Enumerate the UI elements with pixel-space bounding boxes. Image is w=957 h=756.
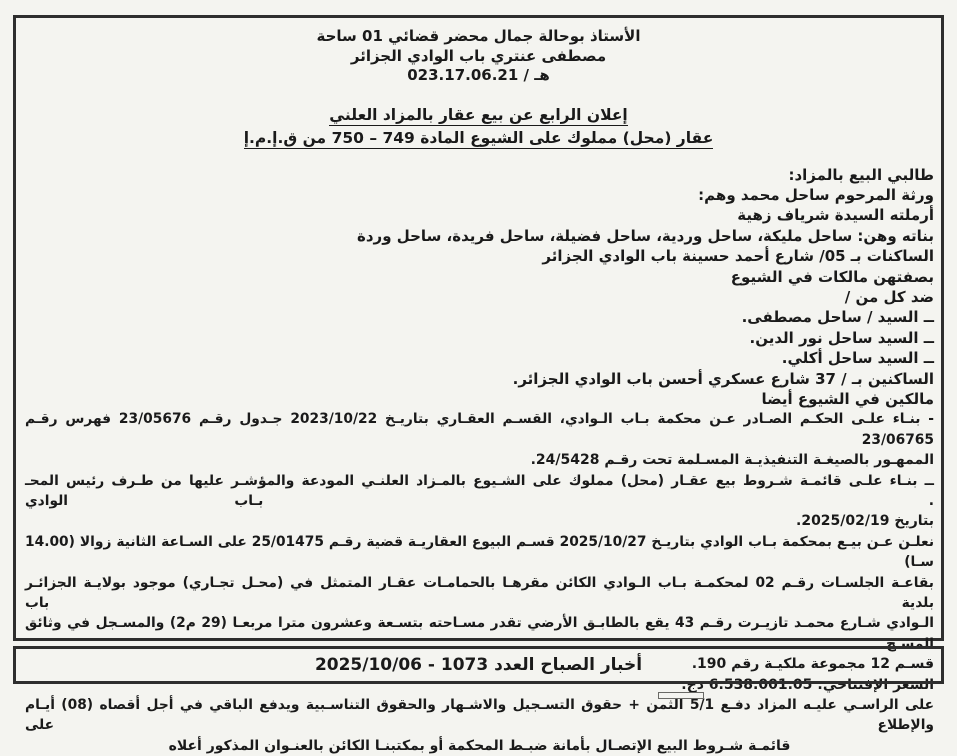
body-line: مالكين في الشيوع أيضا xyxy=(25,389,934,409)
newspaper-name-issue-date: أخبار الصباح العدد 1073 - 2025/10/06 xyxy=(315,655,642,675)
body-line: الساكنين بـ / 37 شارع عسكري أحسن باب الوادي الجزائر. xyxy=(25,369,934,389)
body-line: ــ بنـاء علـى قائمـة شـروط بيع عقـار (محل) مملوك على الشـيوع بالمـزاد العلنـي المودعة والمؤشـر عليها من طـرف رئيس المحـ . بـاب الوادي xyxy=(25,471,934,512)
body-line: بصفتهن مالكات في الشيوع xyxy=(25,267,934,287)
next-article-edge xyxy=(658,692,704,699)
body-line: - بنـاء علـى الحكـم الصـادر عـن محكمة بـاب الـوادي، القسـم العقـاري بتاريـخ 2023/10/22 جـدول رقـم 23/05676 فهرس رقـم 23/06765 xyxy=(25,409,934,450)
newspaper-footer xyxy=(13,646,944,684)
announcement-title xyxy=(16,104,941,151)
body-line: طالبي البيع بالمزاد: xyxy=(25,165,934,185)
announcement-frame xyxy=(13,15,944,641)
body-line: ــ السيد ساحل نور الدين. xyxy=(25,328,934,348)
body-line: ورثة المرحوم ساحل محمد وهم: xyxy=(25,185,934,205)
body-line: الممهـور بالصيغـة التنفيذيـة المسـلمة تحت رقـم 24/5428. xyxy=(25,450,934,470)
body-line: الساكنات بـ 05/ شارع أحمد حسينة باب الوادي الجزائر xyxy=(25,246,934,266)
title-line-2 xyxy=(16,127,941,151)
body-line: قائمـة شـروط البيع الإتصـال بأمانة ضبـط المحكمة أو بمكتبنـا الكائن بالعنـوان المذكور أعلاه xyxy=(25,736,934,756)
body-line: الـوادي شـارع محمـد تازيـرت رقـم 43 يقع بالطابـق الأرضي تقدر مسـاحته بتسـعة وعشرون مترا مربعـا (29 م2) والمسـجل في وثائق المسـح xyxy=(25,613,934,654)
body-line: بتاريخ 2025/02/19. xyxy=(25,511,934,531)
body-line: أرملته السيدة شرياف زهية xyxy=(25,205,934,225)
title-line-1 xyxy=(16,104,941,128)
title-line-2-text: عقار (محل) مملوك على الشيوع المادة 749 – 750 من ق.إ.م.إ xyxy=(244,129,714,149)
notary-header xyxy=(16,18,941,86)
body-line: قسـم 12 مجموعة ملكيـة رقم 190. xyxy=(25,654,934,674)
body-line: بناته وهن: ساحل مليكة، ساحل وردية، ساحل فضيلة، ساحل فريدة، ساحل وردة xyxy=(25,226,934,246)
body-line: على الراسـي عليـه المزاد دفـع 5/1 الثمن + حقوق التسـجيل والاشـهار والحقوق التناسـبية ويدفع الباقي في أجل أقصاه (08) أيـام والإطلاع على xyxy=(25,695,934,736)
notary-phone-line: هـ / 023.17.06.21 xyxy=(16,66,941,86)
body-line: نعلـن عـن بيـع بمحكمة بـاب الوادي بتاريـخ 2025/10/27 قسـم البيوع العقاريـة قضية رقـم 25/01475 على السـاعة الثانية زوالا (14.00 سـا) xyxy=(25,532,934,573)
body-line: بقاعـة الجلسـات رقـم 02 لمحكمـة بـاب الـوادي الكائن مقرهـا بالحمامـات عقـار المتمثل في (محـل تجـاري) موجود بولايـة الجزائـر بلدية باب xyxy=(25,573,934,614)
notary-address-line: مصطفى عنتري باب الوادي الجزائر xyxy=(16,47,941,67)
title-line-1-text: إعلان الرابع عن بيع عقار بالمزاد العلني xyxy=(329,106,628,126)
body-line: السعر الإفتتاحي: 6.538.001.05 دج. xyxy=(25,675,934,695)
notary-name-line: الأستاذ بوحالة جمال محضر قضائي 01 ساحة xyxy=(16,27,941,47)
body-line: ــ السيد ساحل أكلي. xyxy=(25,348,934,368)
body-line: ضد كل من / xyxy=(25,287,934,307)
body-line: ــ السيد / ساحل مصطفى. xyxy=(25,307,934,327)
